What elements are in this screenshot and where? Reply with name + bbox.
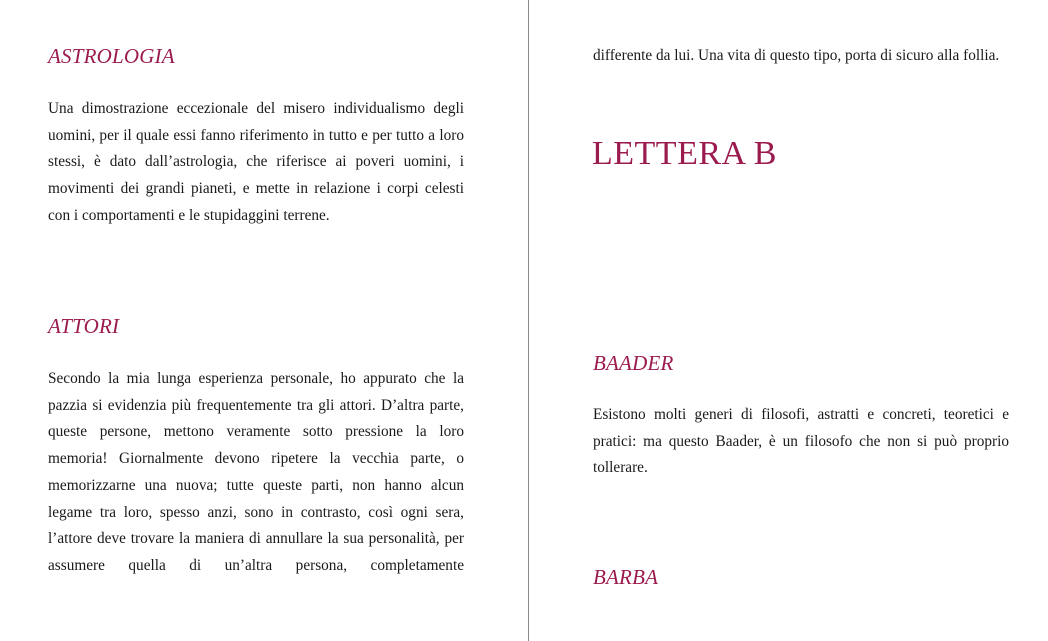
heading-barba: BARBA <box>593 565 659 589</box>
paragraph-attori: Secondo la mia lunga esperienza personale, ho appurato che la pazzia si evidenzia più frequentemente tra gli attori. D’altra parte, queste persone, mettono veramente sotto pressione la loro memoria! Giornalmente devono ripetere la vecchia parte, o memorizzarne una nuova; tutte queste parti, non hanno alcun legame tra loro, spesso anzi, sono in contrasto, così ogni sera, l’attore deve trovare la maniera di annullare la sua personalità, per assumere quella di un’altra persona, completamente <box>48 370 464 574</box>
letter-heading: LETTERA B <box>592 135 777 172</box>
paragraph-astrologia: Una dimostrazione eccezionale del misero individualismo degli uomini, per il quale essi fanno riferimento in tutto e per tutto a loro stessi, è dato dall’astrologia, che riferisce ai poveri uomini, i movimenti dei grandi pianeti, e mette in relazione i corpi celesti con i comportamenti e le stupidaggini terrene. <box>48 100 464 224</box>
heading-baader: BAADER <box>593 351 674 375</box>
paragraph-continuation: differente da lui. Una vita di questo tipo, porta di sicuro alla follia. <box>593 47 1000 64</box>
right-page <box>529 0 1048 641</box>
heading-astrologia: ASTROLOGIA <box>48 44 175 68</box>
heading-attori: ATTORI <box>48 314 120 338</box>
paragraph-baader: Esistono molti generi di filosofi, astratti e concreti, teoretici e pratici: ma questo Baader, è un filosofo che non si può proprio tollerare. <box>593 406 1009 477</box>
